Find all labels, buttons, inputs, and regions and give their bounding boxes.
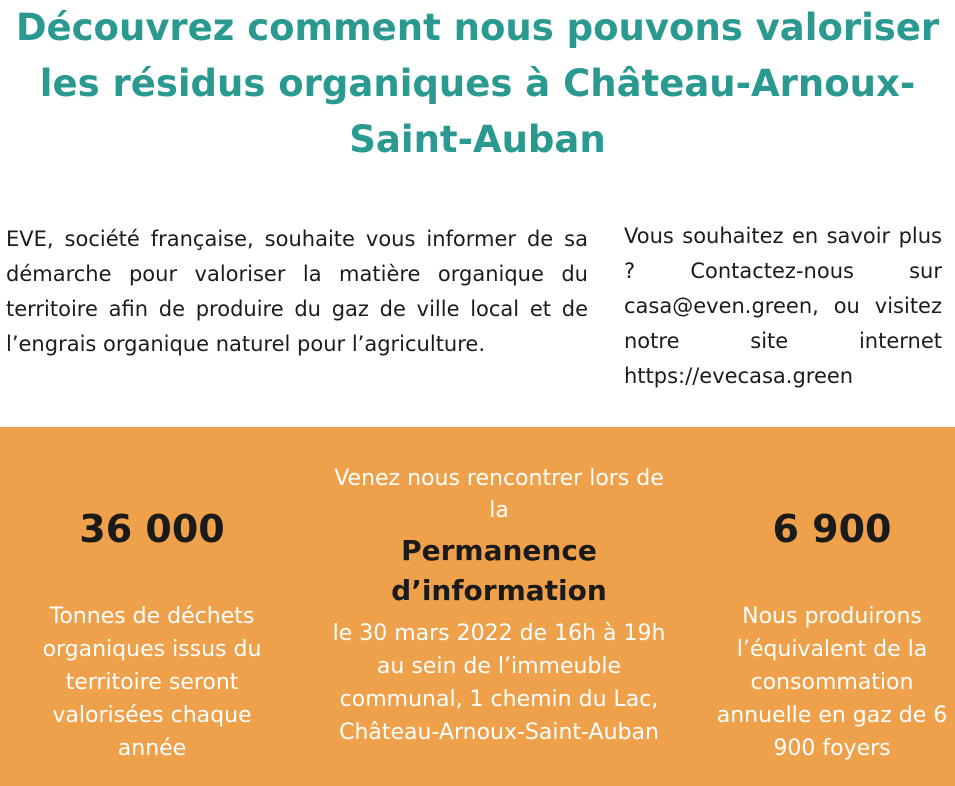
event-details: le 30 mars 2022 de 16h à 19h au sein de l’immeuble communal, 1 chemin du Lac, Château-Arnoux-Saint-Auban (332, 621, 666, 745)
stat-foyers-description: Nous produirons l’équivalent de la consommation annuelle en gaz de 6 900 foyers (716, 604, 948, 761)
contact-paragraph: Vous souhaitez en savoir plus ? Contactez-nous sur casa@even.green, ou visitez notre site internet https://evecasa.green (624, 224, 942, 388)
intro-paragraph: EVE, société française, souhaite vous informer de sa démarche pour valoriser la matière organique du territoire afin de produire du gaz de ville local et de l’engrais organique naturel pour l’agriculture. (6, 227, 588, 356)
info-band (0, 427, 955, 786)
stat-tonnes-number: 36 000 (79, 507, 225, 551)
page-title: Découvrez comment nous pouvons valoriser les résidus organiques à Château-Arnoux-Saint-Auban (15, 6, 940, 161)
stat-tonnes-description: Tonnes de déchets organiques issus du territoire seront valorisées chaque année (42, 604, 262, 761)
event-name: Permanence d’information (391, 534, 607, 607)
stat-foyers-number: 6 900 (772, 507, 892, 551)
event-intro: Venez nous rencontrer lors de la (334, 466, 664, 523)
